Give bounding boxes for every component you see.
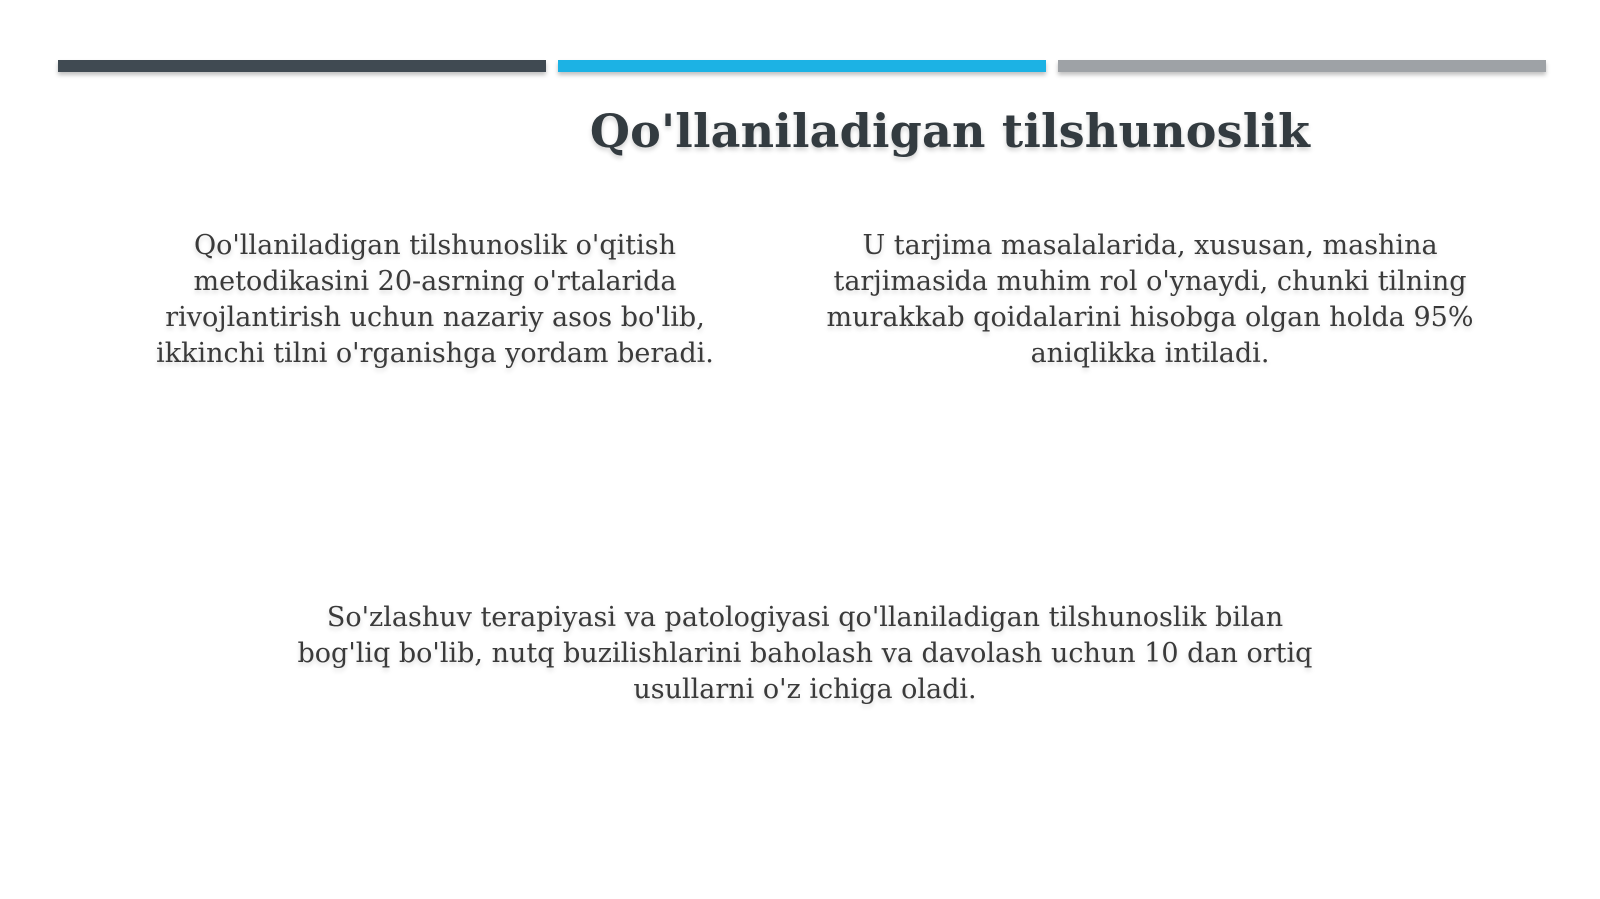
decorative-bar-dark bbox=[58, 60, 546, 72]
paragraph-left: Qo'llaniladigan tilshunoslik o'qitish metodikasini 20-asrning o'rtalarida rivojlantirish uchun nazariy asos bo'lib, ikkinchi tilni o'rganishga yordam beradi. bbox=[156, 230, 714, 369]
paragraph-right: U tarjima masalalarida, xususan, mashina tarjimasida muhim rol o'ynaydi, chunki tilning murakkab qoidalarini hisobga olgan holda 95% aniqlikka intiladi. bbox=[826, 230, 1474, 369]
decorative-bar-blue bbox=[558, 60, 1046, 72]
slide-title: Qo'llaniladigan tilshunoslik bbox=[589, 104, 1311, 158]
paragraph-bottom: So'zlashuv terapiyasi va patologiyasi qo'llaniladigan tilshunoslik bilan bog'liq bo'lib, nutq buzilishlarini baholash va davolash uchun 10 dan ortiq usullarni o'z ichiga oladi. bbox=[297, 602, 1313, 705]
decorative-bar-gray bbox=[1058, 60, 1546, 72]
